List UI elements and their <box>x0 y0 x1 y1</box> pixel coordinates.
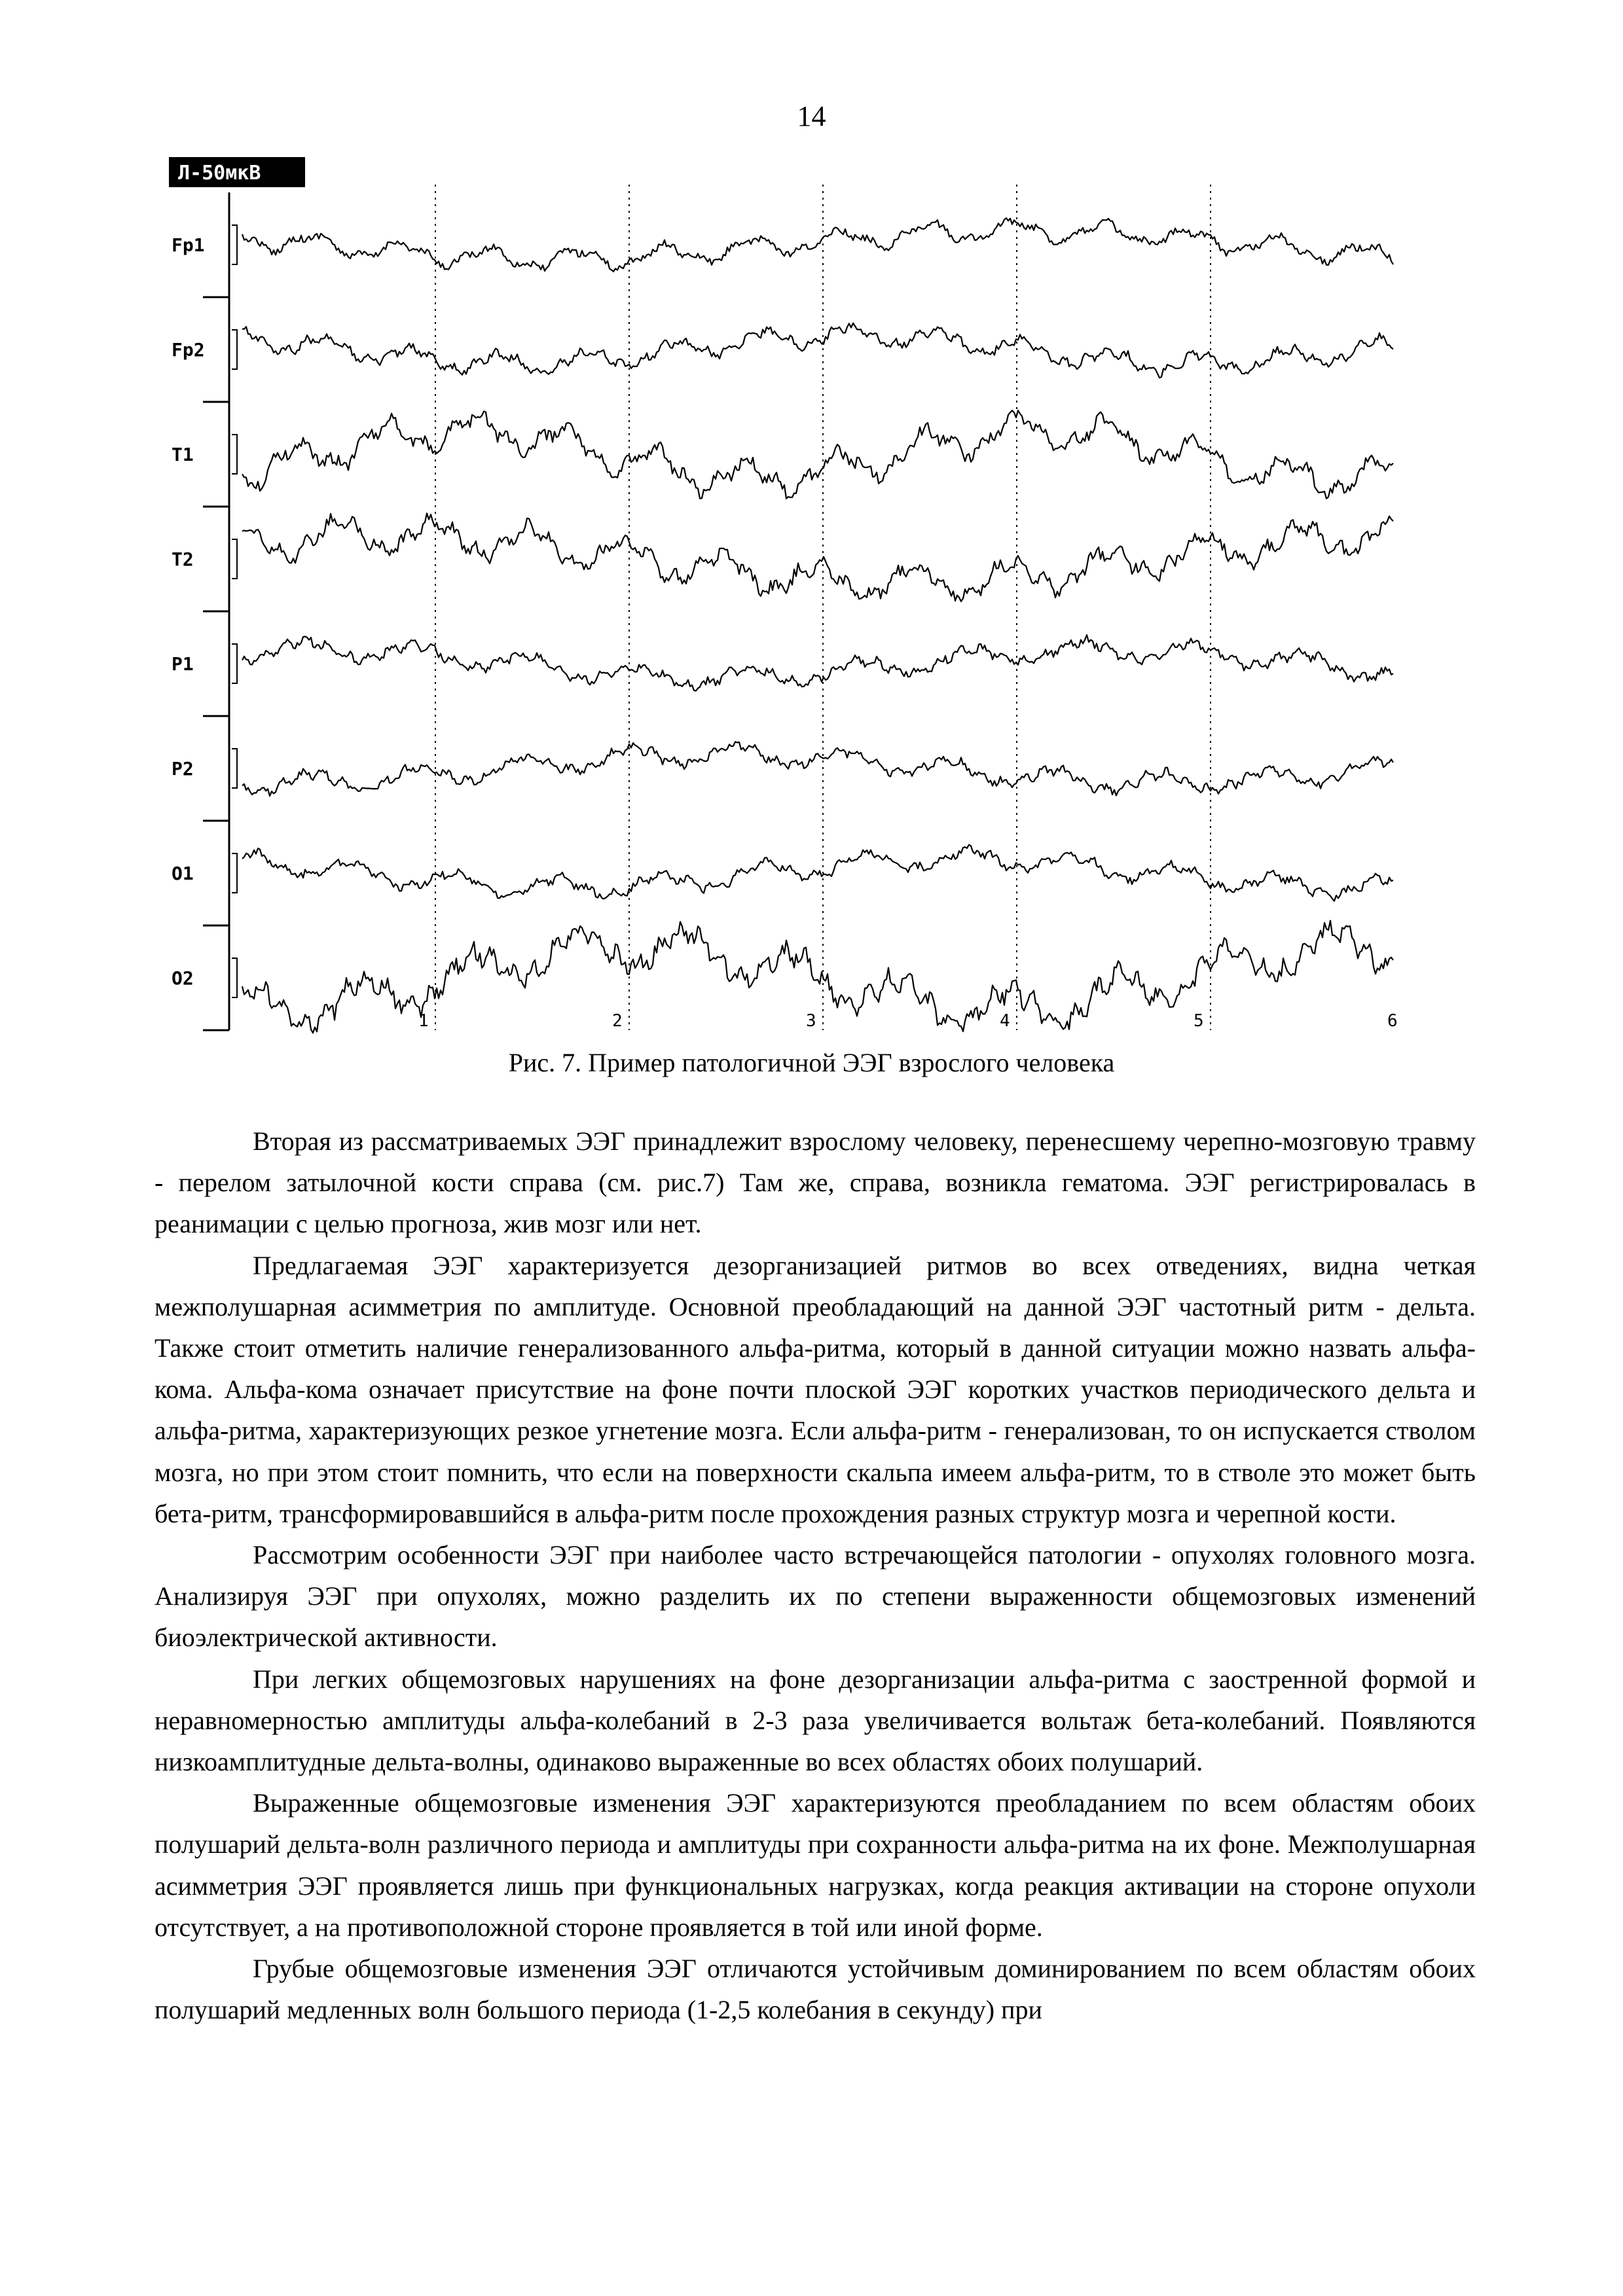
time-marker: 2 <box>612 1011 623 1031</box>
paragraph: Рассмотрим особенности ЭЭГ при наиболее часто встречающейся патологии - опухолях головного мозга. Анализируя ЭЭГ при опухолях, можно разделить их по степени выраженности общемозговых изменений биоэлектрической активности. <box>155 1540 1476 1653</box>
body-text <box>155 1121 1476 2030</box>
channel-label: O1 <box>172 863 194 884</box>
page-number: 14 <box>797 100 826 132</box>
eeg-trace <box>242 410 1393 499</box>
scale-label: Л-50мкВ <box>178 162 261 185</box>
channel-label: T2 <box>172 548 194 570</box>
calibration-bracket <box>232 644 237 683</box>
channel-label: O2 <box>172 967 194 989</box>
eeg-trace <box>242 635 1393 691</box>
eeg-figure <box>164 152 1401 1042</box>
eeg-trace <box>242 921 1393 1033</box>
eeg-trace <box>242 323 1393 378</box>
calibration-bracket <box>232 539 237 579</box>
paragraph: Грубые общемозговые изменения ЭЭГ отличаются устойчивым доминированием по всем областям обоих полушарий медленных волн большого периода (1-2,5 колебания в секунду) при <box>155 1954 1476 2025</box>
channel-label: T1 <box>172 444 194 465</box>
figure-caption: Рис. 7. Пример патологичной ЭЭГ взрослого человека <box>508 1048 1115 1077</box>
time-marker: 3 <box>806 1011 816 1031</box>
calibration-bracket <box>232 225 237 264</box>
calibration-bracket <box>232 749 237 788</box>
channel-label: Fp1 <box>172 234 205 256</box>
calibration-bracket <box>232 853 237 893</box>
paragraph: Выраженные общемозговые изменения ЭЭГ характеризуются преобладанием по всем областям обоих полушарий дельта-волн различного периода и амплитуды при сохранности альфа-ритма на их фоне. Межполушарная асимметрия ЭЭГ проявляется лишь при функциональных нагрузках, когда реакция активации на стороне опухоли отсутствует, а на противоположной стороне проявляется в той или иной форме. <box>155 1788 1476 1942</box>
time-marker: 6 <box>1387 1011 1398 1031</box>
eeg-channels <box>172 218 1393 1033</box>
time-marker: 4 <box>1000 1011 1010 1031</box>
eeg-frame <box>203 185 1401 1031</box>
calibration-bracket <box>232 958 237 997</box>
time-marker: 1 <box>418 1011 429 1031</box>
eeg-trace <box>242 218 1393 272</box>
paragraph: Вторая из рассматриваемых ЭЭГ принадлежит взрослому человеку, перенесшему черепно-мозговую травму - перелом затылочной кости справа (см. рис.7) Там же, справа, возникла гематома. ЭЭГ регистрировалась в реанимации с целью прогноза, жив мозг или нет. <box>155 1126 1476 1239</box>
channel-label: Fp2 <box>172 339 205 361</box>
eeg-trace <box>242 513 1393 601</box>
eeg-trace <box>242 845 1393 901</box>
channel-label: P2 <box>172 758 194 780</box>
calibration-bracket <box>232 435 237 474</box>
paragraph: Предлагаемая ЭЭГ характеризуется дезорганизацией ритмов во всех отведениях, видна четкая межполушарная асимметрия по амплитуде. Основной преобладающий на данной ЭЭГ частотный ритм - дельта. Также стоит отметить наличие генерализованного альфа-ритма, который в данной ситуации можно назвать альфа-кома. Альфа-кома означает присутствие на фоне почти плоской ЭЭГ коротких участков периодического дельта и альфа-ритма, характеризующих резкое угнетение мозга. Если альфа-ритм - генерализован, то он испускается стволом мозга, но при этом стоит помнить, что если на поверхности скальпа имеем альфа-ритм, то в стволе это может быть бета-ритм, трансформировавшийся в альфа-ритм после прохождения разных структур мозга и черепной кости. <box>155 1250 1476 1528</box>
eeg-trace <box>242 742 1393 796</box>
channel-label: P1 <box>172 653 194 675</box>
paragraph: При легких общемозговых нарушениях на фоне дезорганизации альфа-ритма с заостренной формой и неравномерностью амплитуды альфа-колебаний в 2-3 раза увеличивается вольтаж бета-колебаний. Появляются низкоамплитудные дельта-волны, одинаково выраженные во всех областях обоих полушарий. <box>155 1664 1476 1777</box>
calibration-bracket <box>232 330 237 369</box>
time-marker: 5 <box>1194 1011 1204 1031</box>
